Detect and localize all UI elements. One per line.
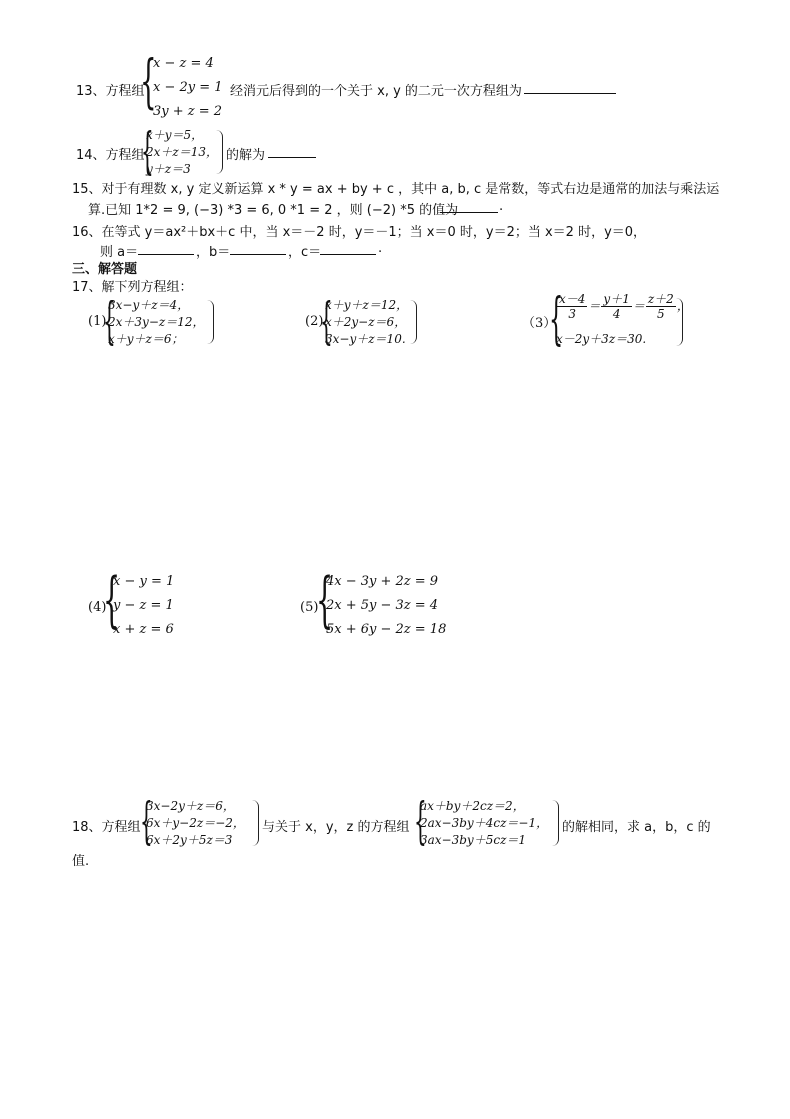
q14-text: 的解为	[226, 148, 266, 163]
q17-p3-eq2: x－2y＋3z＝30.	[556, 332, 647, 346]
q13-label: 13、方程组	[76, 84, 145, 99]
q17-p3-num1: x－4	[559, 292, 586, 306]
q14-label: 14、方程组	[76, 148, 145, 163]
q17-p5-label: (5)	[300, 600, 319, 615]
q17-p5-eq3: 5x + 6y − 2z = 18	[326, 622, 447, 637]
q17-p1-left-brace: {	[103, 292, 116, 350]
q16-c-blank[interactable]	[320, 242, 376, 255]
q18-sys2-eq3: 3ax−3by＋5cz＝1	[420, 833, 527, 847]
q14-eq1: x＋y＝5，	[146, 128, 204, 142]
q17-p1-eq2: 2x＋3y−z＝12，	[108, 315, 205, 329]
q16-line1: 16、在等式 y＝ax²＋bx＋c 中，当 x＝－2 时，y＝－1；当 x＝0 时，y＝2；当 x＝2 时，y＝0，	[72, 225, 647, 240]
q17-p4-label: (4)	[88, 600, 107, 615]
q18-sys2-eq2: 2ax−3by＋4cz＝−1，	[420, 816, 549, 830]
section-3-title: 三、解答题	[72, 262, 138, 277]
q13-eq2: x − 2y = 1	[153, 80, 223, 95]
q17-p4-eq1: x − y = 1	[113, 574, 175, 589]
q17-p5-eq1: 4x − 3y + 2z = 9	[326, 574, 439, 589]
q18-sys1-left-brace: {	[140, 792, 153, 850]
q16-c-label: ，c＝	[288, 245, 322, 260]
q17-p5-brace: {	[316, 565, 334, 635]
q14-left-brace: {	[141, 122, 154, 180]
q15-line1: 15、对于有理数 x, y 定义新运算 x * y = ax + by + c ，其中 a, b, c 是常数，等式右边是通常的加法与乘法运	[72, 182, 720, 197]
q17-p2-left-brace: {	[320, 292, 333, 350]
q18-number: 18、方程组	[72, 820, 141, 835]
q15-line2-end: .	[499, 199, 504, 214]
q17-p2-eq3: 3x−y＋z＝10.	[325, 332, 406, 346]
q17-p3-den1: 3	[568, 307, 577, 321]
q17-p3-left-brace: {	[549, 287, 564, 352]
q18-sys1-right-brace	[252, 800, 259, 846]
q18-tail-text: 的解相同，求 a，b，c 的	[562, 820, 711, 835]
q17-p3-den3: 5	[657, 307, 665, 321]
q13-eq1: x − z = 4	[153, 56, 214, 71]
q18-sys2-right-brace	[552, 800, 559, 846]
q13-eq3: 3y + z = 2	[153, 104, 223, 119]
q14-eq3: y＋z＝3	[146, 162, 191, 176]
q17-p5-eq2: 2x + 5y − 3z = 4	[326, 598, 439, 613]
q17-p1-eq3: x＋y＋z＝6；	[108, 332, 184, 346]
q17-title: 17、解下列方程组：	[72, 280, 193, 295]
q17-p3-eq1: $\frac{x-4}{3}$ ＝ $\frac{y+1}{4}$ ＝ $\frac{z+2}{5}$ ，	[559, 292, 689, 321]
q13-brace: {	[140, 47, 157, 115]
q17-p2-right-brace	[410, 300, 417, 344]
q16-a-blank[interactable]	[138, 242, 194, 255]
q18-sys2-left-brace: {	[414, 792, 427, 850]
q14-right-brace	[216, 130, 223, 174]
q14-answer-blank[interactable]	[268, 145, 316, 158]
q17-p3-den2: 4	[612, 307, 621, 321]
q17-p1-eq1: 3x−y＋z＝4，	[108, 298, 190, 312]
q18-mid-text: 与关于 x，y，z 的方程组	[262, 820, 410, 835]
q13-answer-blank[interactable]	[524, 81, 616, 94]
q18-sys1-eq3: 6x＋2y＋5z＝3	[146, 833, 233, 847]
q17-p3-num3: z＋2	[647, 292, 674, 306]
q17-p3-num2: y＋1	[603, 292, 630, 306]
q15-answer-blank[interactable]	[440, 200, 498, 213]
q17-p2-eq2: x＋2y−z＝6，	[325, 315, 407, 329]
q16-a-label: 则 a＝	[100, 245, 139, 260]
q16-end: .	[378, 241, 383, 256]
q17-p4-eq3: x + z = 6	[113, 622, 174, 637]
q16-b-label: ，b＝	[196, 245, 231, 260]
q18-sys2-eq1: ax＋by＋2cz＝2，	[420, 799, 525, 813]
q18-sys1-eq2: 6x＋y−2z＝−2，	[146, 816, 245, 830]
q17-p4-eq2: y − z = 1	[113, 598, 174, 613]
q18-sys1-eq1: 3x−2y＋z＝6，	[146, 799, 235, 813]
q18-line2: 值.	[72, 854, 90, 869]
q15-line2: 算.已知 1*2 = 9, (−3) *3 = 6, 0 *1 = 2 ，则 (−2) *5 的值为	[88, 203, 459, 218]
q17-p2-label: (2)	[305, 314, 324, 329]
q17-p4-brace: {	[103, 565, 121, 635]
q16-b-blank[interactable]	[230, 242, 286, 255]
q17-p2-eq1: x＋y＋z＝12，	[325, 298, 409, 312]
q17-p1-label: (1)	[88, 314, 107, 329]
q17-p3-label: （3）	[522, 316, 557, 331]
q17-p3-right-brace	[676, 298, 683, 346]
q13-text: 经消元后得到的一个关于 x, y 的二元一次方程组为	[230, 84, 522, 99]
q17-p1-right-brace	[207, 300, 214, 344]
q14-eq2: 2x＋z＝13，	[146, 145, 218, 159]
